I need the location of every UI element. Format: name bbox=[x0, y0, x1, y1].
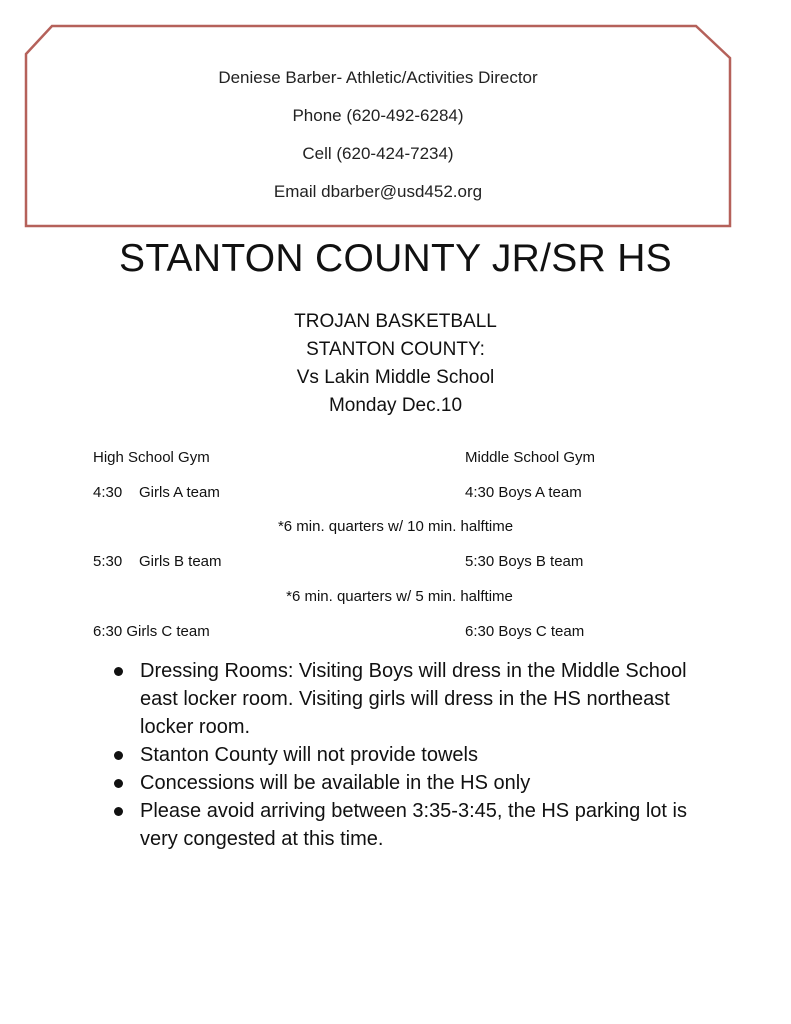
schedule-row bbox=[0, 482, 791, 504]
left-game bbox=[93, 551, 222, 573]
bullet-icon bbox=[114, 751, 123, 760]
event-line-4: Monday Dec.10 bbox=[328, 395, 463, 416]
contact-box bbox=[24, 24, 732, 228]
left-game-team: Girls B team bbox=[139, 553, 222, 570]
event-line-2: STANTON COUNTY: bbox=[306, 339, 485, 360]
right-game: 4:30 Boys A team bbox=[465, 484, 582, 501]
school-title: STANTON COUNTY JR/SR HS bbox=[119, 237, 672, 280]
left-game-time: 4:30 bbox=[93, 484, 123, 501]
list-item bbox=[112, 657, 692, 741]
list-item bbox=[112, 797, 692, 853]
notes-list bbox=[112, 657, 692, 853]
right-game: 5:30 Boys B team bbox=[465, 553, 584, 570]
schedule-row bbox=[0, 551, 791, 573]
list-item bbox=[112, 769, 692, 797]
director-name: Deniese Barber- Athletic/Activities Director bbox=[218, 68, 538, 87]
bullet-icon bbox=[114, 807, 123, 816]
contact-lines bbox=[24, 64, 732, 216]
event-line-1: TROJAN BASKETBALL bbox=[294, 311, 497, 332]
note-text: Please avoid arriving between 3:35-3:45, the HS parking lot is very congested at this time. bbox=[140, 800, 687, 850]
left-game: 6:30 Girls C team bbox=[93, 623, 210, 640]
bullet-icon bbox=[114, 667, 123, 676]
high-school-gym-header: High School Gym bbox=[93, 449, 210, 466]
email-address: Email dbarber@usd452.org bbox=[273, 182, 483, 201]
note-text: Concessions will be available in the HS only bbox=[140, 772, 531, 794]
game-note: *6 min. quarters w/ 5 min. halftime bbox=[286, 588, 513, 605]
phone-number: Phone (620-492-6284) bbox=[292, 106, 464, 125]
note-text: Dressing Rooms: Visiting Boys will dress in the Middle School east locker room. Visiting girls will dress in the HS northeast locker room. bbox=[140, 660, 687, 738]
middle-school-gym-header: Middle School Gym bbox=[465, 449, 596, 466]
game-note: *6 min. quarters w/ 10 min. halftime bbox=[277, 518, 514, 535]
left-game bbox=[93, 482, 220, 504]
bullet-icon bbox=[114, 779, 123, 788]
list-item bbox=[112, 741, 692, 769]
schedule-row bbox=[0, 621, 791, 643]
event-line-3: Vs Lakin Middle School bbox=[296, 367, 495, 388]
left-game-time: 5:30 bbox=[93, 553, 123, 570]
left-game-team: Girls A team bbox=[139, 484, 220, 501]
schedule-header-row bbox=[0, 447, 791, 469]
event-block bbox=[0, 308, 791, 420]
cell-number: Cell (620-424-7234) bbox=[302, 144, 454, 163]
right-game: 6:30 Boys C team bbox=[465, 623, 585, 640]
note-text: Stanton County will not provide towels bbox=[140, 744, 478, 766]
